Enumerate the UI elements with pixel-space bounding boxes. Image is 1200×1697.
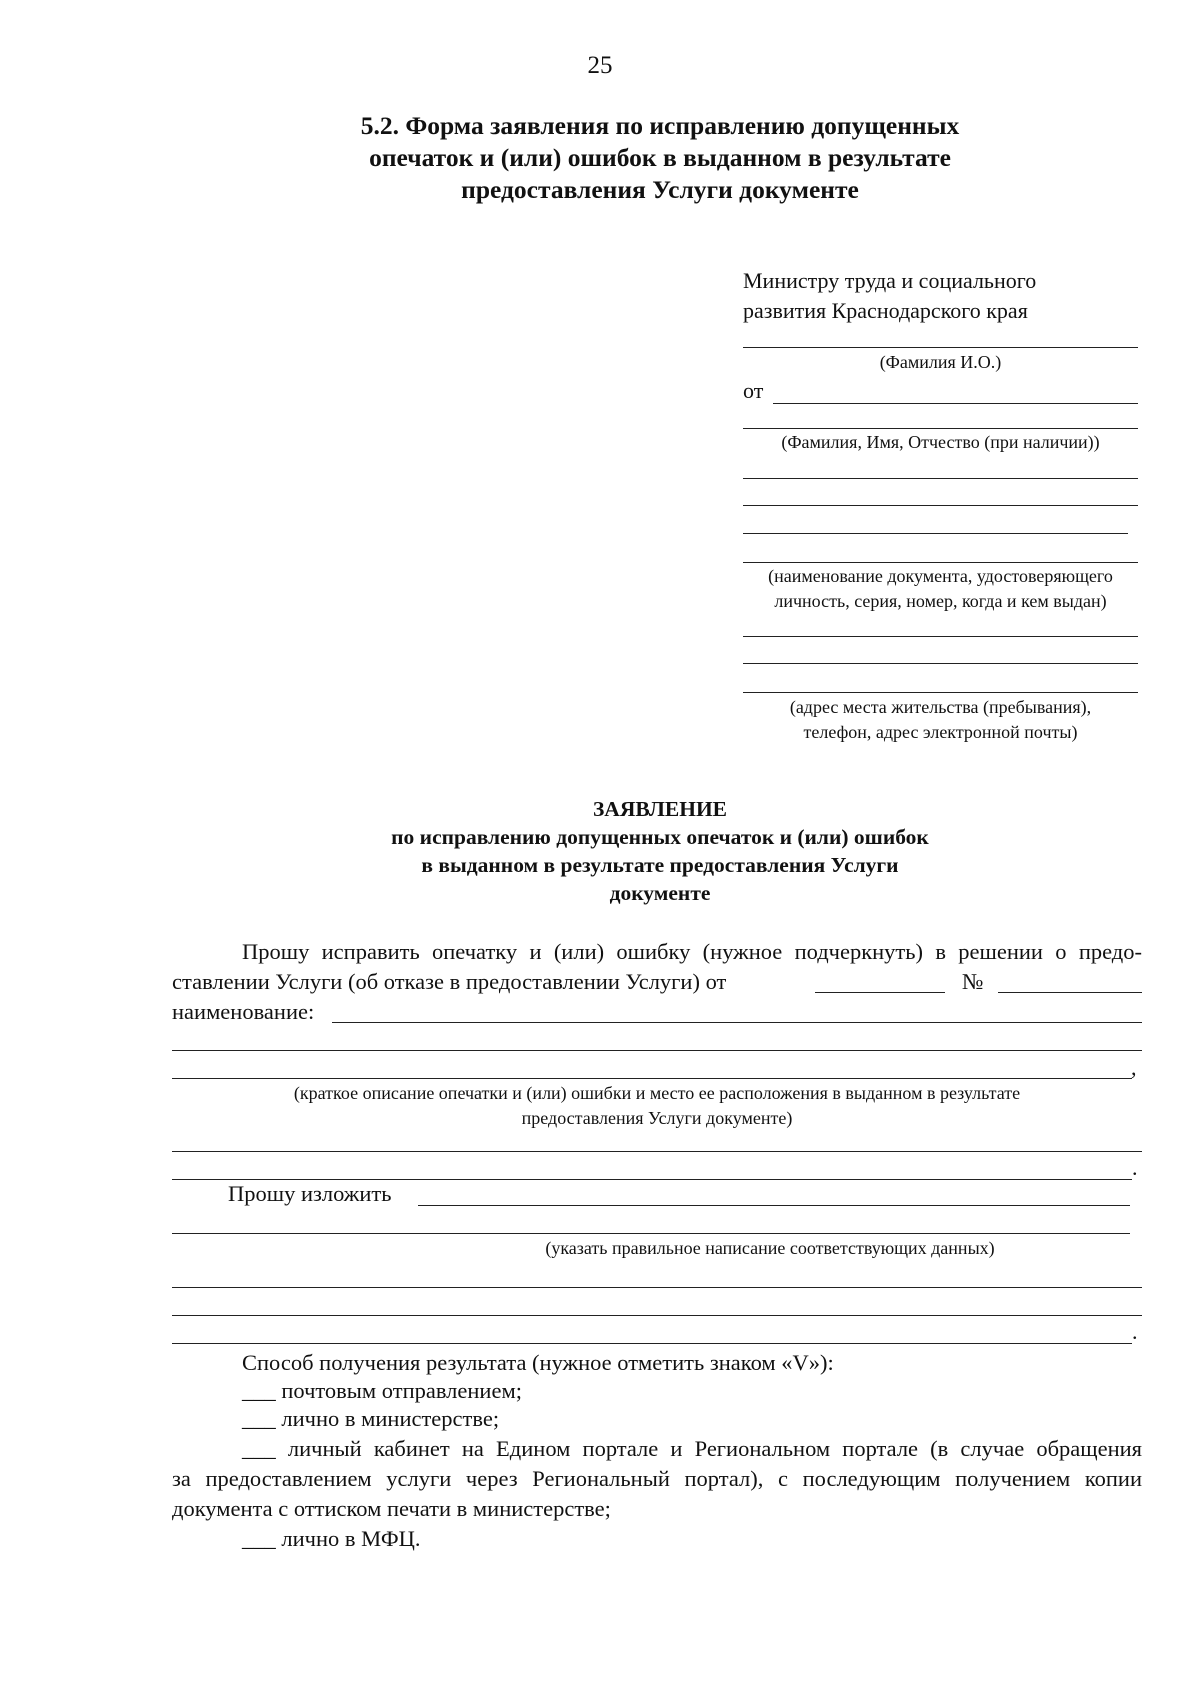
statement-heading-line: документе [609,881,711,905]
correct-data-blank [172,1287,1142,1288]
option-label-continued: документа с оттиском печати в министерстве; [172,1496,611,1521]
applicant-name-blank [743,428,1138,429]
delivery-option [242,1434,1142,1464]
address-blank [743,636,1138,637]
document-name-blank [332,1022,1142,1023]
correct-data-blank [172,1233,1130,1234]
name-caption: (Фамилия И.О.) [879,352,1002,372]
statement-heading [300,795,1020,907]
comma: , [1131,1055,1137,1080]
address-blank [743,663,1138,664]
number-sign: № [962,969,984,994]
statement-heading-line: в выданном в результате предоставления Услуги [421,853,899,877]
section-title-line: 5.2. Форма заявления по исправлению допущенных [360,111,960,140]
identity-doc-caption: (наименование документа, удостоверяющего [768,566,1113,586]
error-description-blank [172,1151,1142,1152]
correct-data-blank [172,1343,1132,1344]
address-caption: (адрес места жительства (пребывания), [789,697,1092,717]
section-title-line: предоставления Услуги документе [461,175,859,204]
applicant-name-blank [773,403,1138,404]
page-number: 25 [587,52,613,79]
address-caption: телефон, адрес электронной почты) [803,722,1078,742]
correct-data-blank [418,1205,1130,1206]
period: . [1132,1319,1138,1344]
address-blank [743,692,1138,693]
minister-name-blank [743,347,1138,348]
addressee-line: развития Краснодарского края [743,298,1028,323]
delivery-option [242,1376,1200,1406]
option-label: лично в министерстве; [281,1406,500,1431]
error-description-blank [172,1078,1132,1079]
document-name-label: наименование: [172,999,315,1024]
from-label: от [743,378,764,403]
section-title-line: опечаток и (или) ошибок в выданном в результате [369,143,951,172]
option-label: почтовым отправлением; [281,1378,522,1403]
request-line: Прошу исправить опечатку и (или) ошибку (нужное подчеркнуть) в решении о предо- [242,939,1142,964]
restate-label: Прошу изложить [228,1181,392,1206]
error-description-blank [172,1050,1142,1051]
checkbox-blank: ___ [242,1436,276,1461]
identity-doc-caption: личность, серия, номер, когда и кем выдан) [774,591,1107,611]
correct-data-caption: (указать правильное написание соответствующих данных) [545,1238,995,1258]
decision-date-blank [815,992,945,993]
identity-doc-blank [743,533,1128,534]
statement-heading-line: по исправлению допущенных опечаток и (или) ошибок [391,825,929,849]
identity-doc-blank [743,478,1138,479]
decision-number-blank [998,992,1142,993]
checkbox-blank: ___ [242,1406,276,1431]
delivery-option [242,1404,1200,1434]
period: . [1132,1155,1138,1180]
option-label: лично в МФЦ. [281,1526,421,1551]
option-label-continued: за предоставлением услуги через Региональный портал), с последующим получением копии [172,1466,1142,1491]
applicant-caption: (Фамилия, Имя, Отчество (при наличии)) [781,432,1100,452]
statement-heading-line: ЗАЯВЛЕНИЕ [592,797,728,821]
error-caption: предоставления Услуги документе) [521,1108,793,1128]
correct-data-blank [172,1315,1142,1316]
section-title [300,110,1020,206]
checkbox-blank: ___ [242,1378,276,1403]
delivery-intro: Способ получения результата (нужное отметить знаком «V»): [242,1350,834,1375]
delivery-option [242,1524,1200,1554]
request-line: ставлении Услуги (об отказе в предоставлении Услуги) от [172,969,727,994]
checkbox-blank: ___ [242,1526,276,1551]
addressee-line: Министру труда и социального [743,268,1037,293]
identity-doc-blank [743,562,1138,563]
identity-doc-blank [743,505,1138,506]
option-label: личный кабинет на Едином портале и Региональном портале (в случае обращения [287,1436,1142,1461]
error-caption: (краткое описание опечатки и (или) ошибки и место ее расположения в выданном в результате [293,1083,1021,1103]
